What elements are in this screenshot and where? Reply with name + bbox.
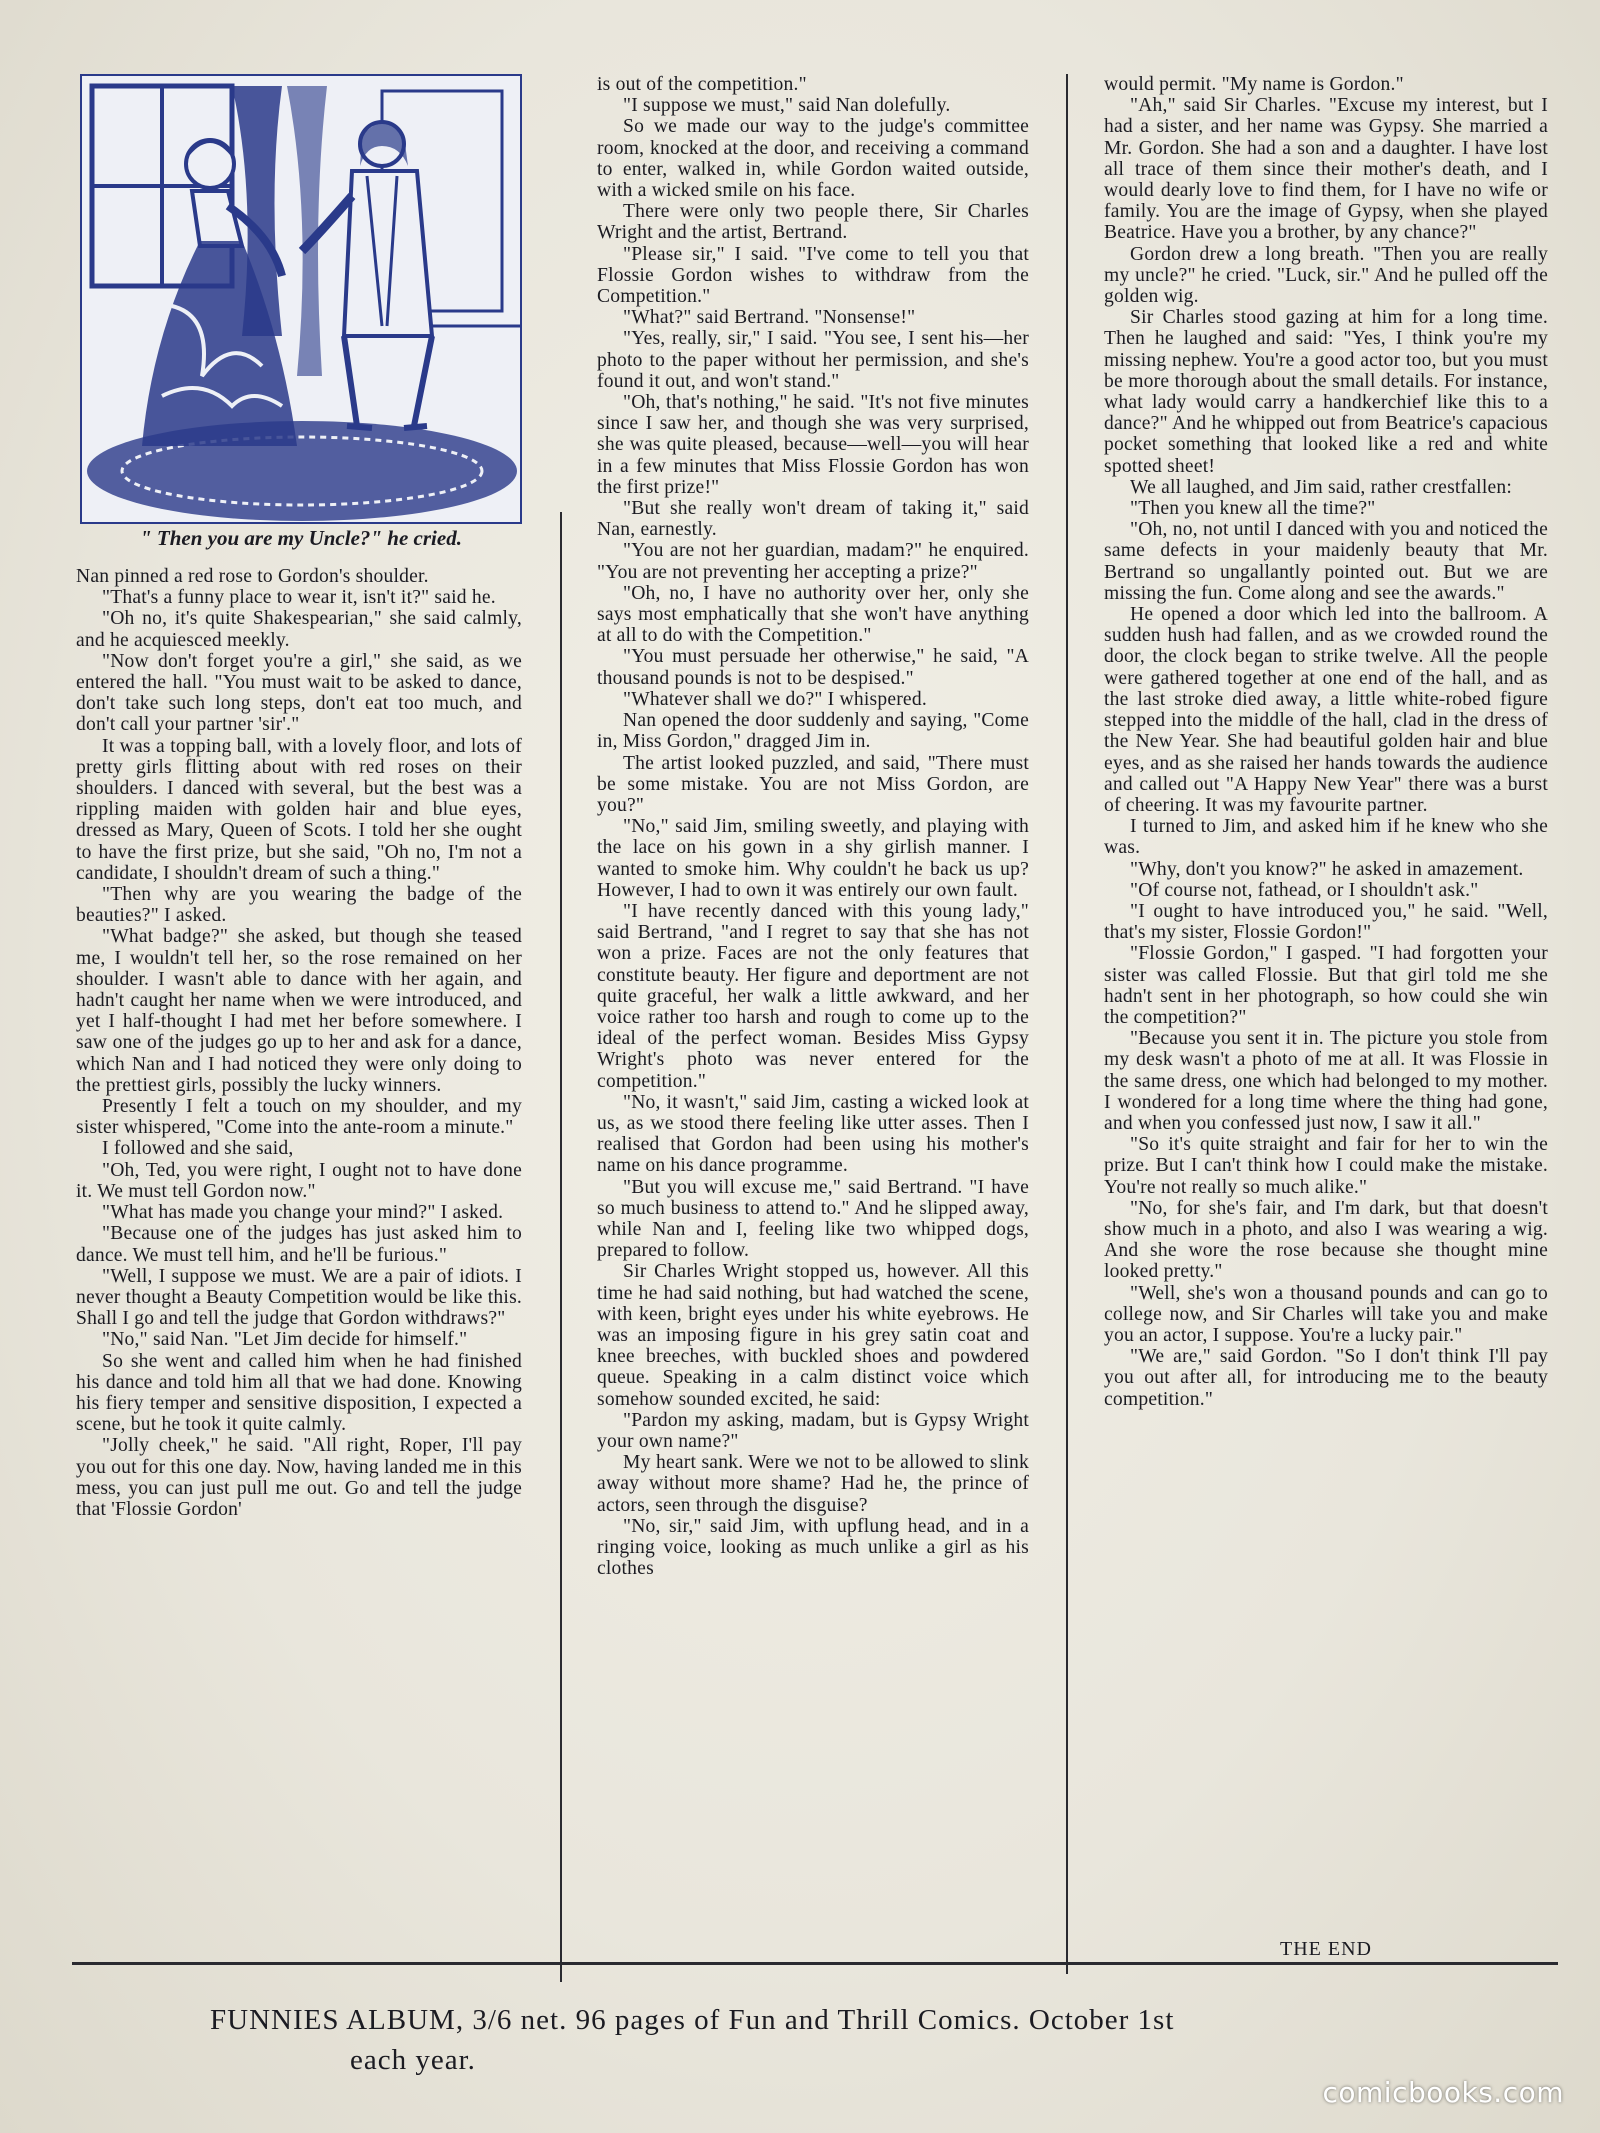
paragraph: "Whatever shall we do?" I whispered. [623,688,927,710]
paragraph: would permit. "My name is Gordon." [1104,74,1404,95]
paragraph: We all laughed, and Jim said, rather crestfallen: [1130,476,1512,498]
column-rule-1 [560,512,562,1982]
illustration-caption: " Then you are my Uncle?" he cried. [140,526,462,550]
paragraph: "You must persuade her otherwise," he said, "A thousand pounds is not to be despised." [597,646,1029,689]
paragraph: "Please sir," I said. "I've come to tell you that Flossie Gordon wishes to withdraw from the Competition." [597,243,1029,308]
paragraph: "Flossie Gordon," I gasped. "I had forgotten your sister was called Flossie. But that girl told me she hadn't sent in her photograph, so how could she win the competition?" [1104,943,1548,1028]
paragraph: "Then why are you wearing the badge of the beauties?" I asked. [76,884,522,927]
paragraph: "But she really won't dream of taking it," said Nan, earnestly. [597,498,1029,541]
paragraph: "Then you knew all the time?" [1130,498,1376,520]
site-watermark: comicbooks.com [1322,2076,1564,2109]
paragraph: It was a topping ball, with a lovely floor, and lots of pretty girls flitting about with red roses on their shoulders. I danced with several, but the best was a rippling maiden with golden hair and blue eyes, dressed as Mary, Queen of Scots. I told her she ought to have the first prize, but she said, "Oh no, I'm not a candidate, I shouldn't dream of such a thing." [76,735,522,884]
paragraph: "Why, don't you know?" he asked in amazement. [1130,858,1524,880]
paragraph: "Oh, no, not until I danced with you and noticed the same defects in your maidenly beauty that Mr. Bertrand so ungallantly pointed out. But we are missing the fun. Come along and see the awards." [1104,519,1548,604]
paragraph: "Oh, no, I have no authority over her, only she says most emphatically that she won't have anything at all to do with the Competition." [597,582,1029,647]
paragraph: "Well, she's won a thousand pounds and can go to college now, and Sir Charles will take you and make you an actor, I suppose. You're a lucky pair." [1104,1282,1548,1346]
text-column-1 [76,566,522,1520]
paragraph: So we made our way to the judge's committee room, knocked at the door, and receiving a command to enter, walked in, while Gordon waited outside, with a wicked smile on his face. [597,116,1029,202]
paragraph: "But you will excuse me," said Bertrand. "I have so much business to attend to." And he slipped away, while Nan and I, feeling like two whipped dogs, prepared to follow. [597,1176,1029,1262]
text-column-3 [1104,74,1548,1410]
costumed-figures-illustration-icon [82,76,520,522]
paragraph: "I have recently danced with this young lady," said Bertrand, "and I regret to say that she has not won a prize. Faces are not the only features that constitute beauty. Her figure and deportment are not quite graceful, her walk a little awkward, and her voice rather too harsh and rough to come up to the ideal of the perfect woman. Besides Miss Gypsy Wright's photo was never entered for the competition." [597,900,1029,1092]
the-end-label: THE END [1280,1938,1372,1960]
paragraph: Presently I felt a touch on my shoulder, and my sister whispered, "Come into the ante-room a minute." [76,1096,522,1139]
paragraph: Nan opened the door suddenly and saying, "Come in, Miss Gordon," dragged Jim in. [597,710,1029,753]
paragraph: "What has made you change your mind?" I asked. [102,1202,504,1224]
footer-advert [210,2000,1390,2080]
bottom-rule [72,1962,1558,1965]
footer-line-2: each year. [350,2044,476,2076]
paragraph: "No," said Jim, smiling sweetly, and playing with the lace on his gown in a shy girlish manner. I wanted to smoke him. Why couldn't he back us up? However, I had to own it was entirely our own fault. [597,816,1029,901]
paragraph: "I ought to have introduced you," he said. "Well, that's my sister, Flossie Gordon!" [1104,900,1548,944]
paragraph: "Oh, that's nothing," he said. "It's not five minutes since I saw her, and though she was very surprised, she was quite pleased, because—well—you will hear in a few minutes that Miss Flossie Gordon has won the first prize!" [597,392,1029,498]
paragraph: "What?" said Bertrand. "Nonsense!" [623,307,916,329]
paragraph: "Of course not, fathead, or I shouldn't ask." [1130,879,1479,901]
paragraph: "You are not her guardian, madam?" he enquired. "You are not preventing her accepting a prize?" [597,540,1029,583]
paragraph: "That's a funny place to wear it, isn't it?" said he. [102,587,496,609]
paragraph: "So it's quite straight and fair for her to win the prize. But I can't think how I could make the mistake. You're not really so much alike." [1104,1134,1548,1198]
paragraph: is out of the competition." [597,74,807,95]
text-column-2 [597,74,1029,1579]
paragraph: My heart sank. Were we not to be allowed to slink away without more shame? Had he, the prince of actors, seen through the disguise? [597,1452,1029,1516]
paragraph: I followed and she said, [102,1138,294,1160]
paragraph: "Because you sent it in. The picture you stole from my desk wasn't a photo of me at all. It was Flossie in the same dress, one which had belonged to my mother. I wondered for a long time where the thing had gone, and when you confessed just now, I saw it all." [1104,1028,1548,1134]
paragraph: "Ah," said Sir Charles. "Excuse my interest, but I had a sister, and her name was Gypsy. She married a Mr. Gordon. She had a son and a daughter. I have lost all trace of them since their mother's death, and I would dearly love to find them, for I have no wife or family. You are the image of Gypsy, when she played Beatrice. Have you a brother, by any chance?" [1104,95,1548,244]
footer-line-1: FUNNIES ALBUM, 3/6 net. 96 pages of Fun and Thrill Comics. October 1st [210,2004,1175,2036]
paragraph: "Pardon my asking, madam, but is Gypsy Wright your own name?" [597,1409,1029,1452]
paragraph: "Oh, Ted, you were right, I ought not to have done it. We must tell Gordon now." [76,1159,522,1202]
paragraph: So she went and called him when he had finished his dance and told him all that we had done. Knowing his fiery temper and sensitive disposition, I expected a scene, but he took it quite calmly. [76,1350,522,1436]
paragraph: "What badge?" she asked, but though she teased me, I wouldn't tell her, so the rose remained on her shoulder. I wasn't able to dance with her again, and hadn't caught her name when we were introduced, and yet I half-thought I had met her before somewhere. I saw one of the judges go up to her and ask for a dance, which Nan and I had noticed they were only doing to the prettiest girls, possibly the lucky winners. [76,926,522,1096]
column-rule-2 [1066,74,1068,1974]
paragraph: "No, it wasn't," said Jim, casting a wicked look at us, as we stood there feeling like utter asses. Then I realised that Gordon had been using his mother's name on his dance programme. [597,1091,1029,1177]
paragraph: "Jolly cheek," he said. "All right, Roper, I'll pay you out for this one day. Now, having landed me in this mess, you can just pull me out. Go and tell the judge that 'Flossie Gordon' [76,1435,522,1520]
paragraph: "Well, I suppose we must. We are a pair of idiots. I never thought a Beauty Competition would be like this. Shall I go and tell the judge that Gordon withdraws?" [76,1265,522,1330]
paragraph: Sir Charles Wright stopped us, however. All this time he had said nothing, but had watched the scene, with keen, bright eyes under his white eyebrows. He was an imposing figure in his grey satin coat and knee breeches, with buckled shoes and powdered queue. Speaking in a calm distinct voice which somehow sounded excited, he said: [597,1261,1029,1410]
paragraph: I turned to Jim, and asked him if he knew who she was. [1104,816,1548,859]
paragraph: "No, sir," said Jim, with upflung head, and in a ringing voice, looking as much unlike a girl as his clothes [597,1515,1029,1580]
paragraph: He opened a door which led into the ballroom. A sudden hush had fallen, and as we crowded round the door, the clock began to strike twelve. All the people were gathered together at one end of the hall, and as the last stroke died away, a little white-robed figure stepped into the middle of the hall, clad in the dress of the New Year. She had beautiful golden hair and blue eyes, and as she raised her hands towards the audience and called out "A Happy New Year" there was a burst of cheering. It was my favourite partner. [1104,604,1548,816]
paragraph: "Because one of the judges has just asked him to dance. We must tell him, and he'll be furious." [76,1223,522,1266]
paragraph: "No, for she's fair, and I'm dark, but that doesn't show much in a photo, and also I was wearing a wig. And she wore the rose because she thought mine looked pretty." [1104,1197,1548,1283]
paragraph: The artist looked puzzled, and said, "There must be some mistake. You are not Miss Gordon, are you?" [597,752,1029,816]
paragraph: "No," said Nan. "Let Jim decide for himself." [102,1329,468,1351]
story-illustration [80,74,522,524]
paragraph: "I suppose we must," said Nan dolefully. [623,95,951,117]
paragraph: Gordon drew a long breath. "Then you are really my uncle?" he cried. "Luck, sir." And he pulled off the golden wig. [1104,243,1548,308]
paragraph: There were only two people there, Sir Charles Wright and the artist, Bertrand. [597,201,1029,244]
paragraph: "Oh no, it's quite Shakespearian," she said calmly, and he acquiesced meekly. [76,608,522,651]
paragraph: "We are," said Gordon. "So I don't think I'll pay you out after all, for introducing me to the beauty competition." [1104,1346,1548,1410]
paragraph: "Now don't forget you're a girl," she said, as we entered the hall. "You must wait to be asked to dance, don't take such long steps, don't eat too much, and don't call your partner 'sir'." [76,650,522,736]
paragraph: "Yes, really, sir," I said. "You see, I sent his—her photo to the paper without her permission, and she's found it out, and won't stand." [597,328,1029,392]
paragraph: Nan pinned a red rose to Gordon's shoulder. [76,566,429,587]
paragraph: Sir Charles stood gazing at him for a long time. Then he laughed and said: "Yes, I think you're my missing nephew. You're a good actor too, but you must be more thorough about the small details. For instance, what lady would carry a handkerchief like this to a dance?" And he whipped out from Beatrice's capacious pocket something that looked like a red and white spotted sheet! [1104,307,1548,477]
